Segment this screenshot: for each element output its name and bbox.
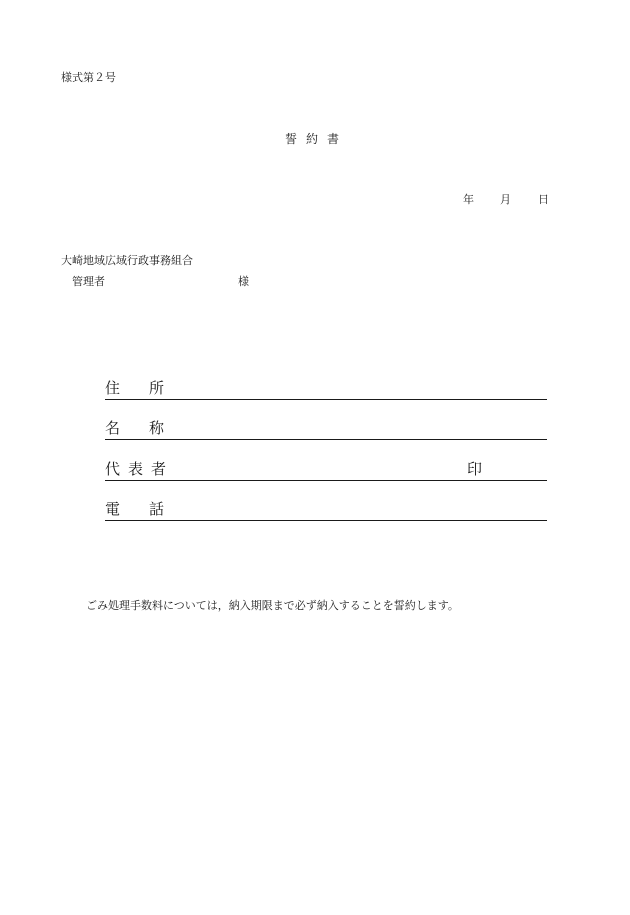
date-year-label: 年 <box>463 193 474 206</box>
address-field[interactable] <box>105 379 547 400</box>
address-label: 住所 <box>105 379 194 397</box>
phone-field[interactable] <box>105 500 547 521</box>
recipient-title: 管理者 <box>72 275 105 288</box>
recipient-honorific: 様 <box>238 275 249 288</box>
date-day-label: 日 <box>538 193 549 206</box>
form-number: 様式第２号 <box>61 71 116 84</box>
date-line <box>463 191 549 207</box>
date-month-label: 月 <box>500 193 511 206</box>
phone-label: 電話 <box>105 500 194 518</box>
recipient-line <box>72 273 249 289</box>
name-field[interactable] <box>105 419 547 440</box>
pledge-statement: ごみ処理手数料については，納入期限まで必ず納入することを誓約します。 <box>86 599 459 612</box>
recipient-organization: 大崎地域広域行政事務組合 <box>61 254 193 267</box>
name-label: 名称 <box>105 419 194 437</box>
seal-mark: 印 <box>467 460 483 478</box>
representative-label: 代表者 <box>105 460 175 478</box>
representative-field[interactable] <box>105 460 547 481</box>
document-title: 誓約書 <box>285 132 349 146</box>
